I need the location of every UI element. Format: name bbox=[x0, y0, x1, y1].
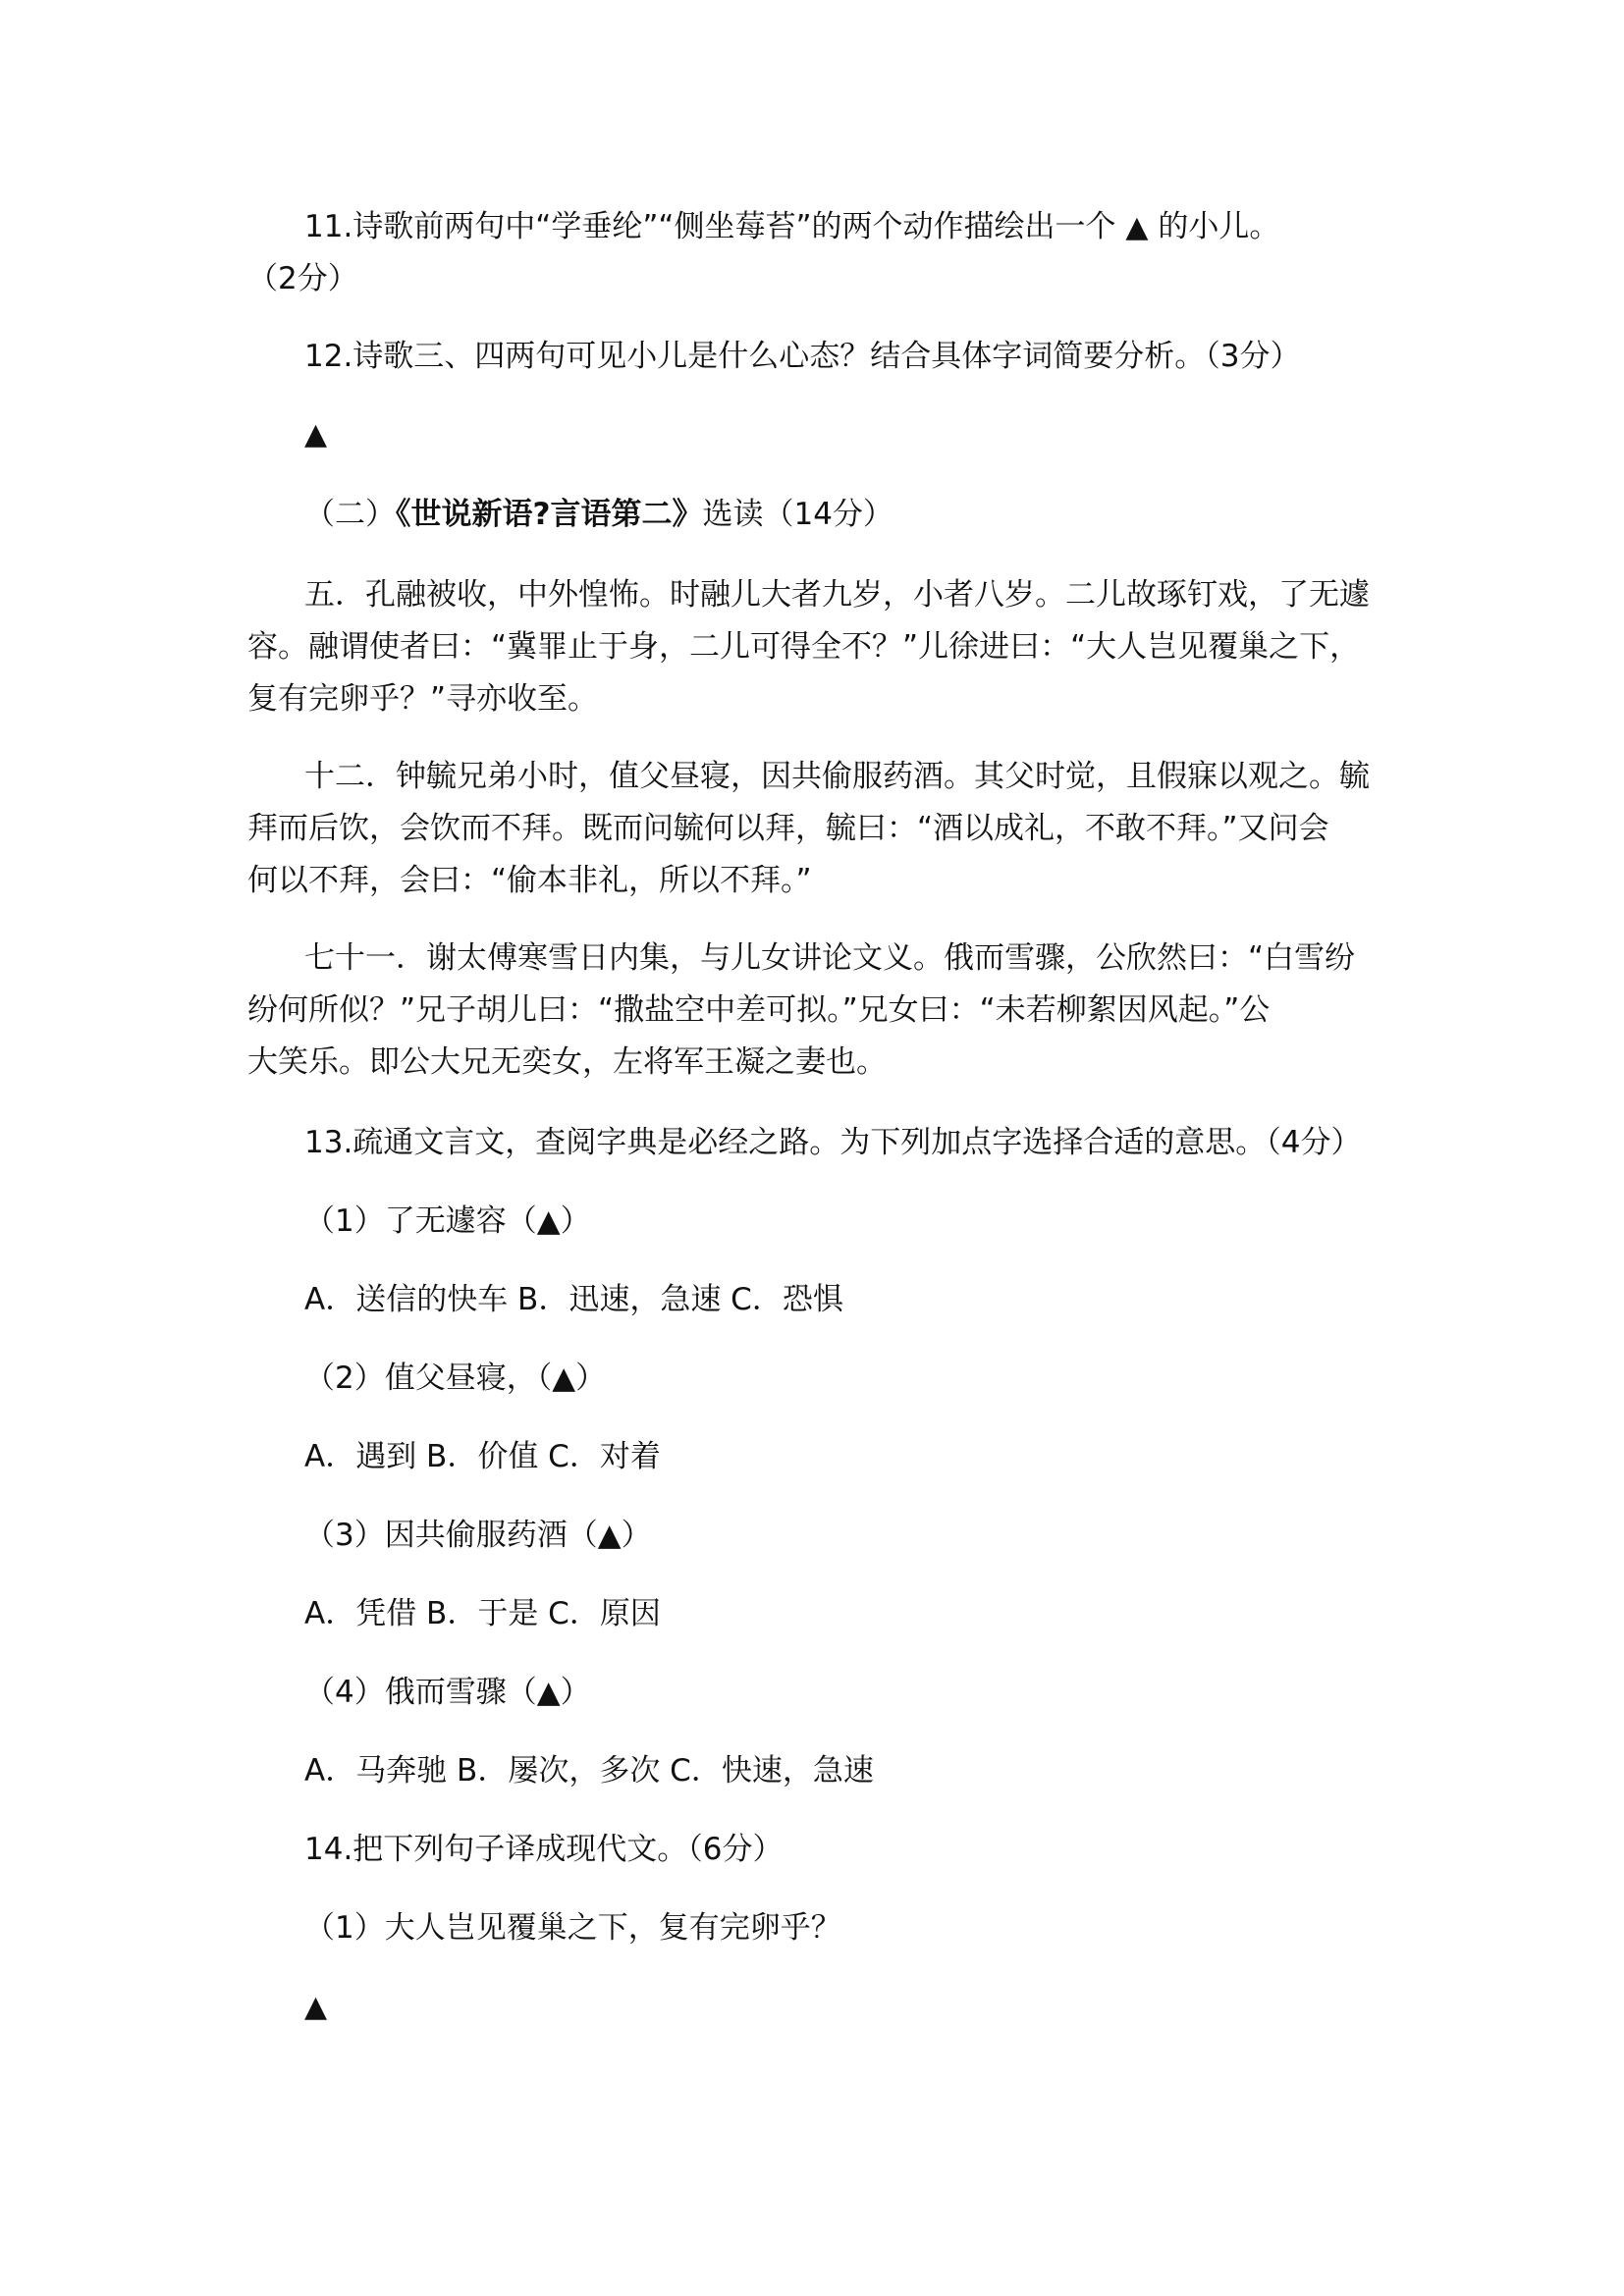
question-11-text-b: 的小儿。 bbox=[1148, 209, 1280, 244]
passage-71-line-3: 大笑乐。即公大兄无奕女，左将军王凝之妻也。 bbox=[247, 1044, 887, 1080]
passage-5 bbox=[247, 569, 1406, 725]
passage-71-line-2: 纷何所似？”兄子胡儿曰：“撒盐空中差可拟。”兄女曰：“未若柳絮因风起。”公 bbox=[247, 992, 1271, 1028]
question-13-item-4-options: A．马奔驰 B．屡次，多次 C．快速，急速 bbox=[304, 1753, 874, 1789]
question-12: 12.诗歌三、四两句可见小儿是什么心态？结合具体字词简要分析。（3分） bbox=[304, 339, 1301, 374]
section-2-title: 《世说新语?言语第二》 bbox=[396, 497, 703, 532]
question-14-answer-triangle-icon: ▲ bbox=[304, 1990, 328, 2024]
question-13-item-2-options: A．遇到 B．价值 C．对着 bbox=[304, 1439, 661, 1474]
answer-blank-triangle-icon: ▲ bbox=[1125, 210, 1149, 244]
question-14-item-1: （1）大人岂见覆巢之下，复有完卵乎？ bbox=[304, 1910, 841, 1946]
question-14: 14.把下列句子译成现代文。（6分） bbox=[304, 1832, 784, 1867]
section-2-heading bbox=[304, 489, 1463, 541]
passage-5-line-2: 容。融谓使者曰：“冀罪止于身，二儿可得全不？”儿徐进曰：“大人岂见覆巢之下， bbox=[247, 629, 1361, 665]
question-13-item-3: （3）因共偷服药酒（▲） bbox=[304, 1518, 652, 1553]
question-12-answer-triangle-icon: ▲ bbox=[304, 417, 328, 452]
passage-12 bbox=[247, 751, 1406, 907]
question-13-item-1-options: A．送信的快车 B．迅速，急速 C．恐惧 bbox=[304, 1282, 843, 1317]
passage-5-line-1: 五．孔融被收，中外惶怖。时融儿大者九岁，小者八岁。二儿故琢钉戏，了无遽 bbox=[304, 577, 1370, 613]
passage-5-line-3: 复有完卵乎？”寻亦收至。 bbox=[247, 681, 599, 717]
question-13-item-3-options: A．凭借 B．于是 C．原因 bbox=[304, 1596, 661, 1631]
section-2-close: 选读（14分） bbox=[702, 497, 893, 532]
question-13-item-2: （2）值父昼寝，（▲） bbox=[304, 1361, 607, 1396]
passage-71 bbox=[247, 933, 1406, 1089]
passage-12-line-3: 何以不拜，会曰：“偷本非礼，所以不拜。” bbox=[247, 863, 812, 898]
question-11 bbox=[304, 201, 1463, 253]
question-11-text-a: 11.诗歌前两句中“学垂纶”“侧坐莓苔”的两个动作描绘出一个 bbox=[304, 209, 1126, 244]
passage-71-line-1: 七十一．谢太傅寒雪日内集，与儿女讲论文义。俄而雪骤，公欣然曰：“白雪纷 bbox=[304, 940, 1356, 976]
question-13-item-1: （1）了无遽容（▲） bbox=[304, 1203, 591, 1239]
section-2-open: （二） bbox=[304, 497, 396, 532]
passage-12-line-2: 拜而后饮，会饮而不拜。既而问毓何以拜，毓曰：“酒以成礼，不敢不拜。”又问会 bbox=[247, 811, 1329, 846]
question-13: 13.疏通文言文，查阅字典是必经之路。为下列加点字选择合适的意思。（4分） bbox=[304, 1125, 1362, 1160]
question-11-score: （2分） bbox=[247, 261, 358, 296]
question-13-item-4: （4）俄而雪骤（▲） bbox=[304, 1675, 591, 1710]
passage-12-line-1: 十二．钟毓兄弟小时，值父昼寝，因共偷服药酒。其父时觉，且假寐以观之。毓 bbox=[304, 759, 1370, 794]
